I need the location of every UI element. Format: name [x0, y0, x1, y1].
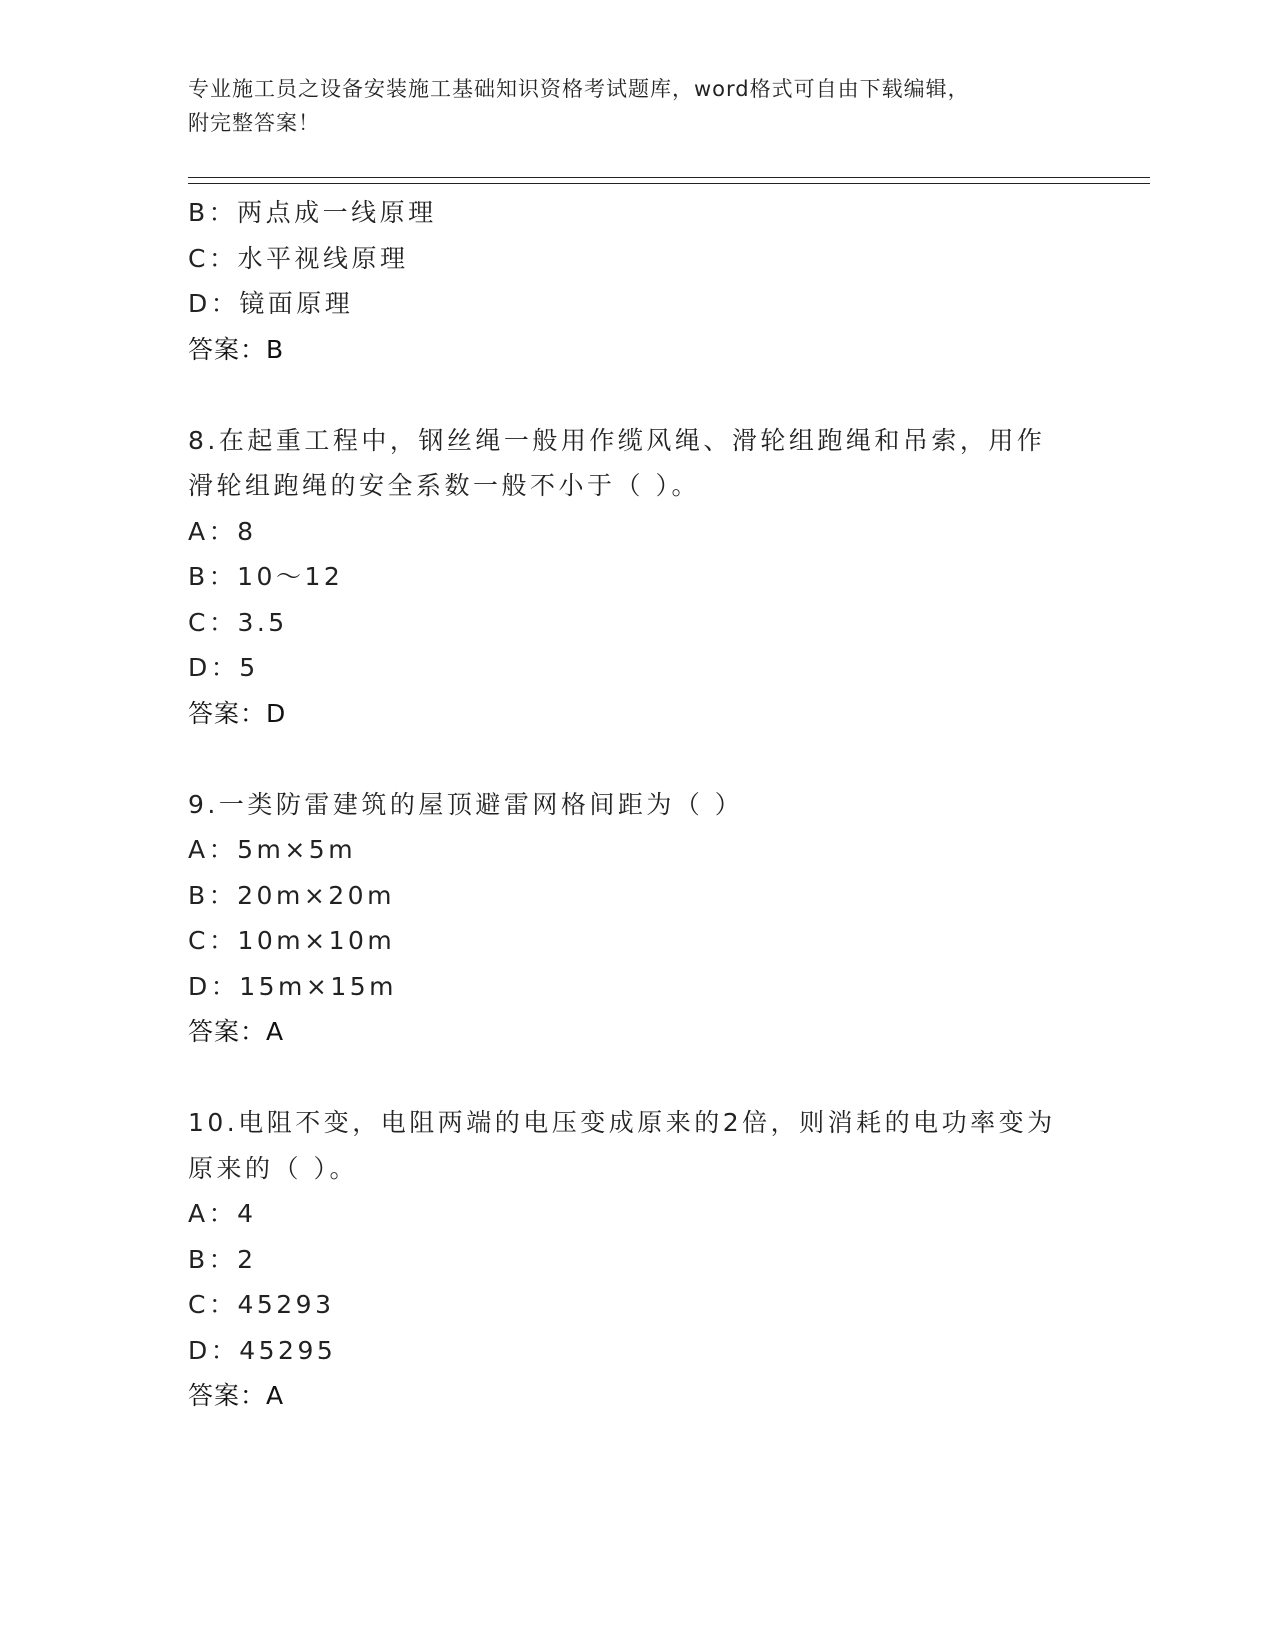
question-8: [188, 418, 1088, 737]
question-text-line-2: 滑轮组跑绳的安全系数一般不小于（ ）。: [188, 471, 700, 500]
option-d: D：5: [188, 653, 259, 682]
question-text-line-2: 原来的（ ）。: [188, 1153, 358, 1183]
option-d: D：45295: [188, 1335, 337, 1365]
option-d: D：15m×15m: [188, 971, 398, 1001]
question-text-line-1: 10.电阻不变，电阻两端的电压变成原来的2倍，则消耗的电功率变为: [188, 1108, 1056, 1137]
option-c: C：水平视线原理: [188, 243, 409, 273]
option-b: B：10～12: [188, 562, 344, 591]
answer-line: 答案：D: [188, 698, 287, 728]
option-a: A：5m×5m: [188, 835, 357, 864]
option-b: B：两点成一线原理: [188, 198, 437, 227]
option-c: C：3.5: [188, 607, 288, 637]
question-text-line-1: 8.在起重工程中，钢丝绳一般用作缆风绳、滑轮组跑绳和吊索，用作: [188, 425, 1046, 455]
option-d: D：镜面原理: [188, 289, 354, 318]
document-header: [188, 72, 1068, 140]
question-text-line-1: 9.一类防雷建筑的屋顶避雷网格间距为（ ）: [188, 789, 744, 819]
option-a: A：4: [188, 1199, 257, 1228]
header-divider-top: [188, 177, 1150, 178]
option-c: C：10m×10m: [188, 926, 396, 955]
spacer: [188, 736, 1088, 782]
question-9: [188, 782, 1088, 1055]
answer-line: 答案：A: [188, 1017, 285, 1046]
question-7: [188, 190, 1088, 372]
option-b: B：20m×20m: [188, 880, 395, 910]
option-c: C：45293: [188, 1290, 335, 1319]
question-list: [188, 190, 1088, 1419]
spacer: [188, 1055, 1088, 1101]
header-title-line-1: 专业施工员之设备安装施工基础知识资格考试题库，word格式可自由下载编辑，: [188, 77, 970, 101]
option-b: B：2: [188, 1244, 257, 1274]
header-divider-bottom: [188, 183, 1150, 184]
answer-line: 答案：A: [188, 1381, 285, 1410]
option-a: A：8: [188, 516, 257, 546]
question-10: [188, 1100, 1088, 1419]
answer-line: 答案：B: [188, 334, 285, 364]
header-title-line-2: 附完整答案！: [188, 111, 320, 135]
spacer: [188, 372, 1088, 418]
